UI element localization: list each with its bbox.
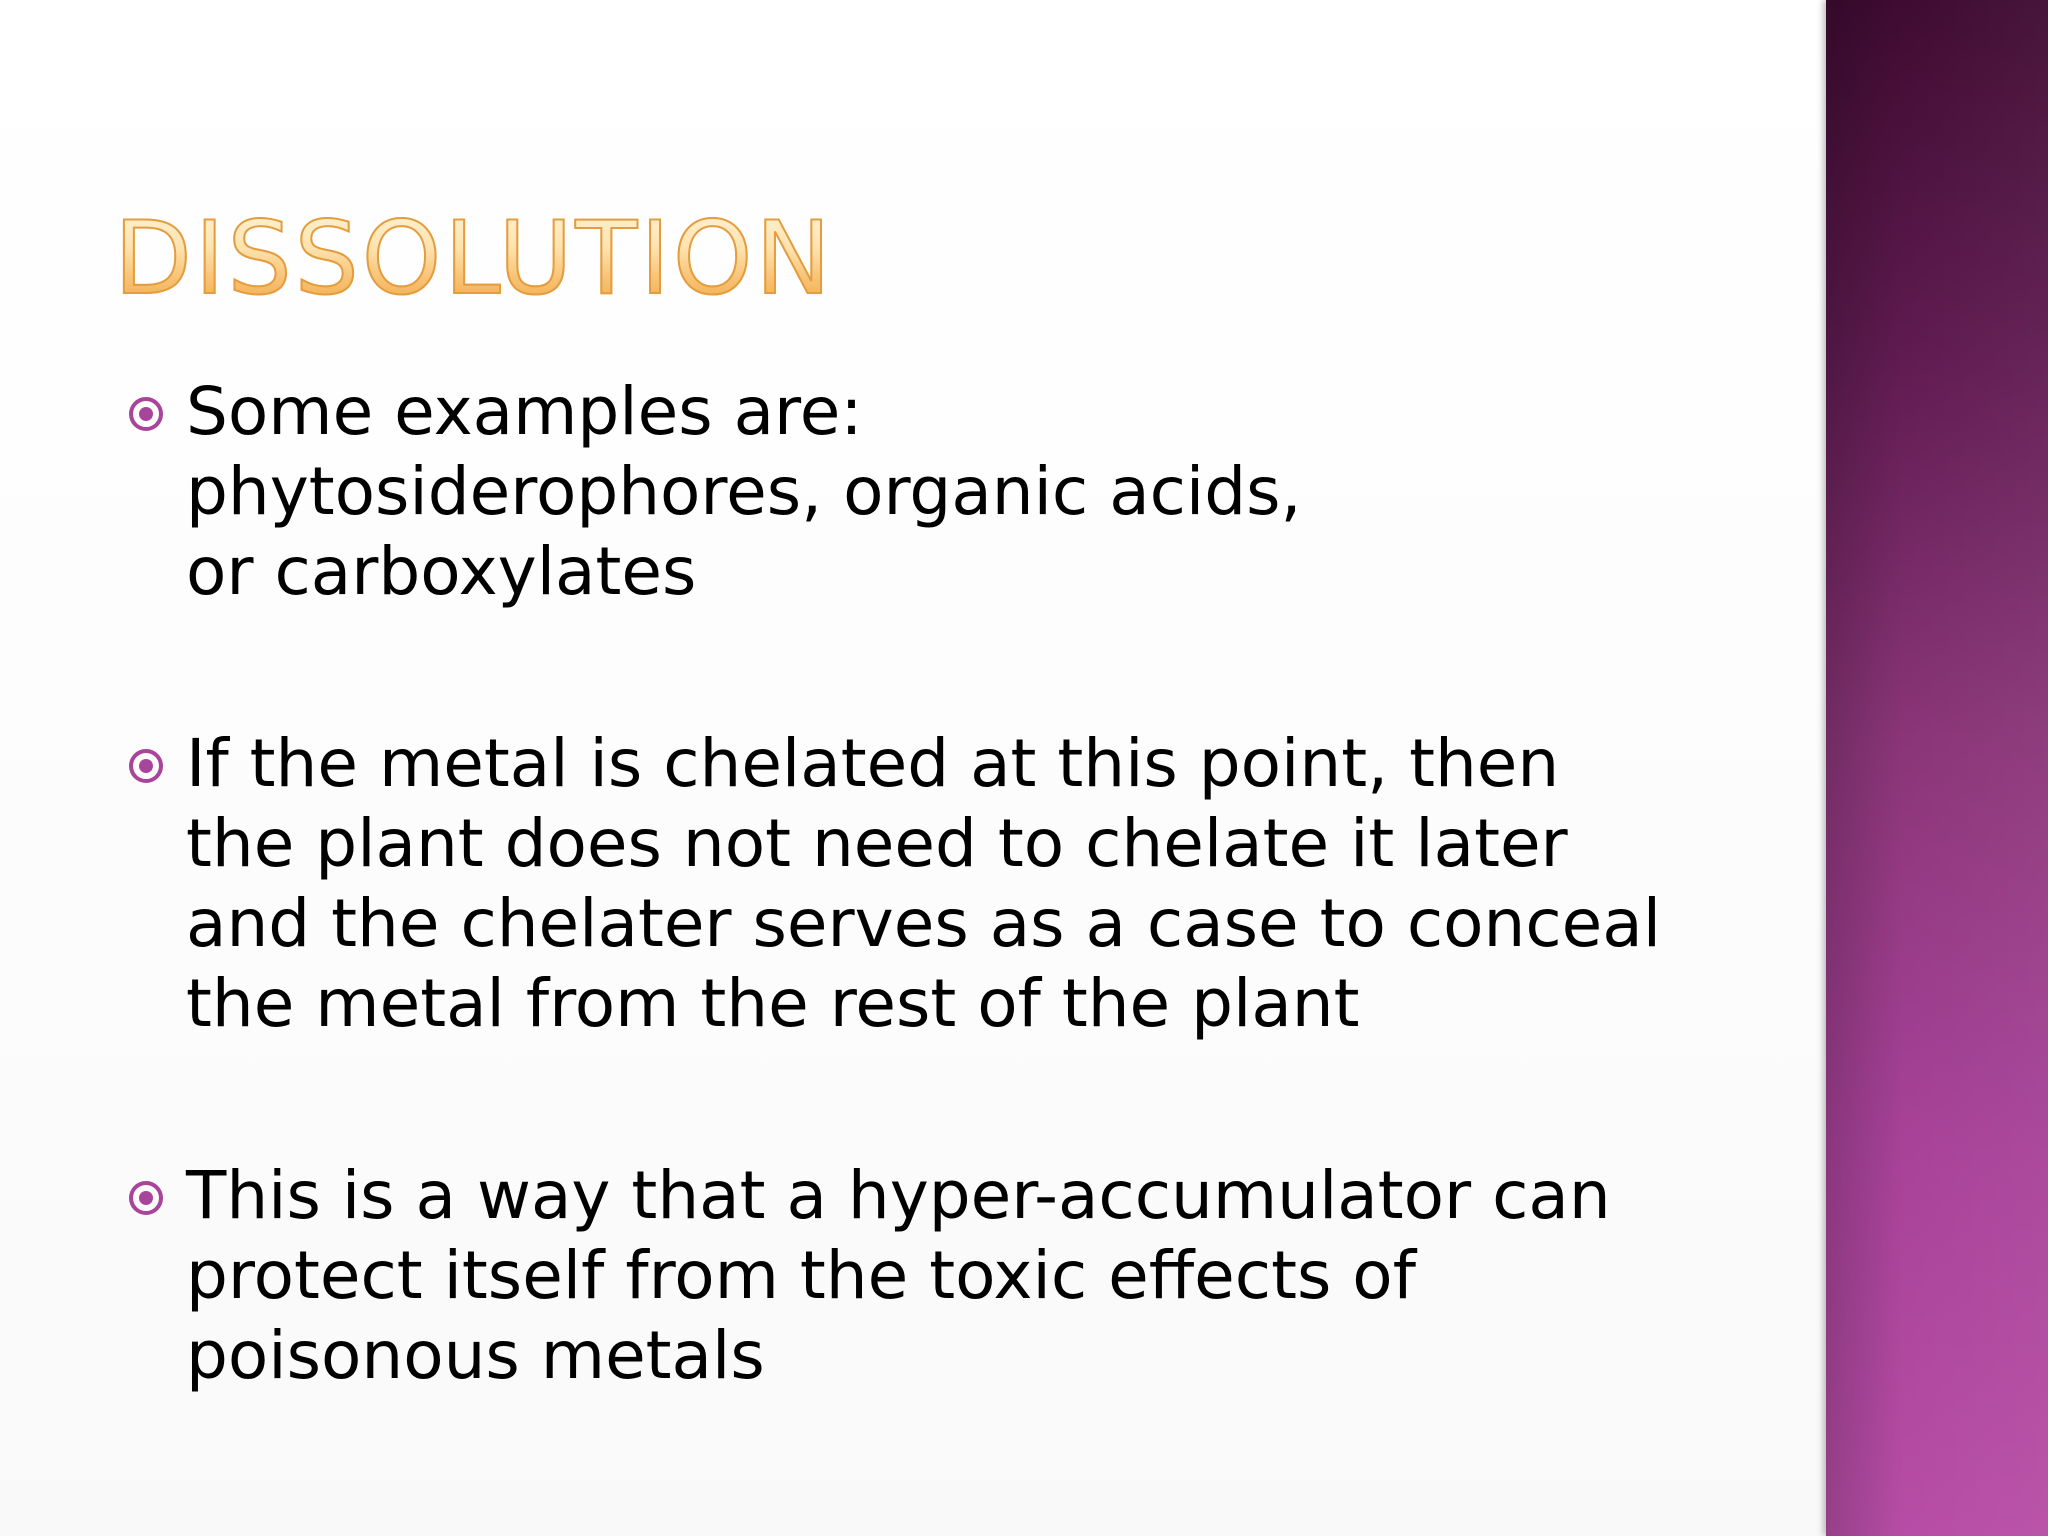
bullet-text-line: protect itself from the toxic effects of [186,1237,1416,1314]
bullet-item-examples [128,372,1688,612]
bullet-text-line: poisonous metals [186,1317,765,1394]
side-band-shading [1826,0,2048,1536]
bullet-list [128,372,1688,1396]
target-bullet-icon [128,396,164,432]
target-bullet-icon [128,748,164,784]
bullet-item-hyperaccumulator [128,1156,1688,1396]
bullet-text-line: phytosiderophores, organic acids, [186,453,1302,530]
decorative-side-band [1826,0,2048,1536]
bullet-text-line: Some examples are: [186,373,863,450]
bullet-text-line: the metal from the rest of the plant [186,965,1360,1042]
target-bullet-icon [128,1180,164,1216]
bullet-text-line: the plant does not need to chelate it later [186,805,1568,882]
bullet-text-line: or carboxylates [186,533,697,610]
bullet-text-line: If the metal is chelated at this point, then [186,725,1560,802]
bullet-text-line: This is a way that a hyper-accumulator can [186,1157,1611,1234]
slide-title: DISSOLUTION [114,199,834,317]
bullet-item-chelation [128,724,1688,1044]
bullet-text-line: and the chelater serves as a case to conceal [186,885,1662,962]
